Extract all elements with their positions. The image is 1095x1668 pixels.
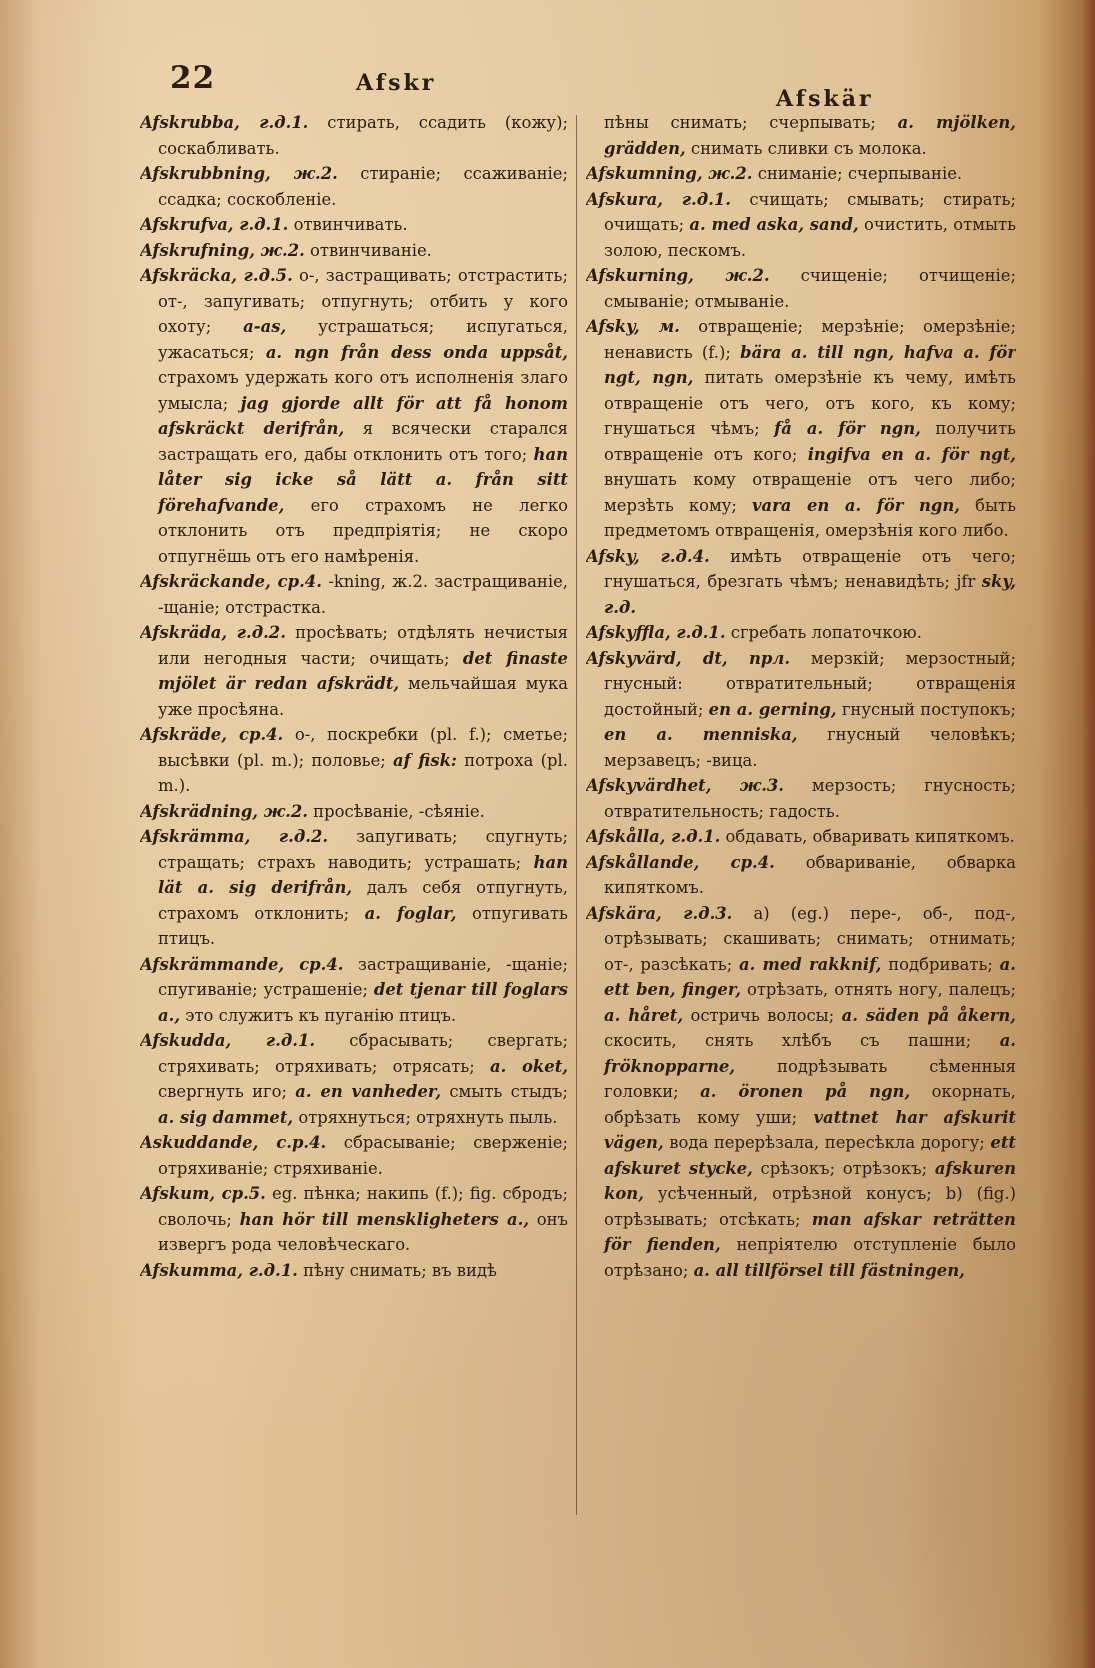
entry-definition: eg. пѣнка; накипь (f.); fig. сбродъ; сволочь; [158,1184,568,1229]
entry-headword: Afsky, г.д.4. [586,546,710,566]
entry-example: han lät a. sig derifrån, [158,852,568,897]
entry-example: a. mjölken, grädden, [604,113,1016,158]
entry-translation: снимать сливки съ молока. [690,138,927,158]
page-edge-shadow [1081,0,1095,1668]
dictionary-entry [586,544,1016,621]
entry-example: a. sig dammet, [158,1107,294,1127]
entry-definition: имѣть отвращеніе отъ чего; гнушаться, брезгать чѣмъ; ненавидѣть; jfr [604,546,1016,591]
entry-example: det finaste mjölet är redan afskrädt, [158,648,568,693]
entry-example: a. oket, [490,1056,568,1076]
dictionary-entry [140,161,568,212]
entry-definition: сниманіе; счерпываніе. [757,164,963,183]
page-number: 22 [170,60,216,96]
dictionary-entry [586,314,1016,544]
column-divider [576,115,577,1515]
entry-headword: Afskräcka, г.д.5. [140,266,293,285]
entry-definition: мерзость; гнусность; отвратительность; гадость. [604,776,1016,821]
entry-headword: Afskumning, ж.2. [586,164,753,183]
entry-definition: счищеніе; отчищеніе; смываніе; отмываніе. [604,266,1016,311]
entry-example: han låter sig icke så lätt a. från sitt förehafvande, [158,444,568,515]
entry-translation: отпугивать птицъ. [158,903,568,948]
entry-headword: Afsky, м. [586,317,680,336]
entry-example: ett afskuret stycke, [604,1133,1016,1178]
entry-translation: страхомъ удержать кого отъ исполненія злаго умысла; [158,368,568,413]
entry-translation: смыть стыдъ; [449,1082,568,1101]
dictionary-entry [140,799,568,825]
dictionary-entry [586,620,1016,646]
entry-definition: о-, поскребки (pl. f.); сметье; высѣвки (pl. m.); половье; [158,725,568,770]
entry-definition: сгребать лопаточкою. [730,623,922,642]
entry-translation: потроха (pl. m.). [158,750,568,795]
entry-example: en a. menniska, [604,725,798,744]
dictionary-entry [140,620,568,722]
dictionary-entry [586,263,1016,314]
entry-example: han hör till menskligheters a., [239,1209,530,1229]
entry-translation: онъ извергъ рода человѣческаго. [158,1209,568,1254]
entry-example: a-as, [243,317,287,336]
entry-example: jag gjorde allt för att få honom afskräckt derifrån, [158,393,568,438]
entry-headword: Afskumma, г.д.1. [140,1260,298,1280]
entry-headword: Afskudda, г.д.1. [140,1031,316,1050]
entry-headword: Afskräckande, ср.4. [140,572,322,591]
dictionary-entry [586,187,1016,264]
entry-headword: Afskålla, г.д.1. [586,827,721,846]
entry-headword: Afskräde, ср.4. [140,725,284,744]
dictionary-entry [586,773,1016,824]
entry-headword: Afskyffla, г.д.1. [586,623,726,642]
entry-translation: питать омерзѣніе къ чему, имѣть отвращеніе отъ чего, отъ кого, къ кому; гнушаться чѣмъ; [604,368,1016,438]
entry-example: a. fröknopparne, [604,1031,1016,1076]
entry-example: a. all tillförsel till fästningen, [693,1260,965,1280]
entry-example: vara en a. för ngn, [751,495,960,515]
left-column [140,110,568,1640]
entry-example: a. med aska, sand, [689,215,859,234]
entry-example: a. öronen på ngn, [700,1082,911,1101]
entry-example: vattnet har afskurit vägen, [604,1107,1016,1152]
entry-headword: Afskrädning, ж.2. [140,801,308,821]
entry-translation: непріятелю отступленіе было отрѣзано; [604,1235,1016,1280]
dictionary-entry [140,952,568,1029]
dictionary-entry [140,1258,568,1284]
entry-example: afskuren kon, [604,1158,1016,1203]
entry-translation: подбривать; [888,954,993,974]
left-running-head: Afskr [356,70,437,96]
entry-definition: обдавать, обваривать кипяткомъ. [725,827,1015,846]
entry-example: a. med rakknif, [738,954,882,974]
entry-translation: остричь волосы; [690,1005,835,1025]
page-header [0,58,1095,112]
entry-translation: вода перерѣзала, пересѣкла дорогу; [669,1133,985,1152]
entry-headword: Afskrufning, ж.2. [140,240,305,260]
entry-definition: мерзкій; мерзостный; гнусный: отвратительный; отвращенія достойный; [604,648,1016,719]
entry-example: man afskar reträtten för fienden, [604,1209,1016,1254]
entry-translation: внушать кому отвращеніе отъ чего либо; мерзѣть кому; [604,470,1016,515]
right-column [586,110,1016,1640]
dictionary-entry [140,1028,568,1130]
entry-definition: обвариваніе, обварка кипяткомъ. [604,852,1016,897]
entry-definition: -kning, ж.2. застращиваніе, -щаніе; отстрастка. [158,572,568,617]
entry-definition: просѣваніе, -сѣяніе. [313,801,485,821]
entry-definition: о-, застращивать; отстрастить; от-, запугивать; отпугнуть; отбить у кого охоту; [158,266,568,336]
entry-example: sky, г.д. [604,572,1016,617]
entry-example: a. ngn från dess onda uppsåt, [265,342,568,362]
entry-headword: Afskrubba, г.д.1. [140,113,309,132]
entry-translation: окорнать, обрѣзать кому уши; [604,1082,1016,1127]
entry-definition: a) (eg.) пере-, об-, под-, отрѣзывать; скашивать; снимать; отнимать; от-, разсѣкать; [604,903,1016,974]
dictionary-entry [140,263,568,569]
entry-headword: Afskära, г.д.3. [586,903,733,923]
entry-headword: Afskrufva, г.д.1. [140,215,289,234]
entry-definition: отвинчивать. [293,215,408,234]
entry-translation: далъ себя отпугнуть, страхомъ отклонить; [158,878,568,923]
entry-definition: отвращеніе; мерзѣніе; омерзѣніе; ненависть (f.); [604,317,1016,362]
entry-headword: Afskräda, г.д.2. [140,623,286,642]
dictionary-entry [586,824,1016,850]
entry-translation: получить отвращеніе отъ кого; [604,419,1016,464]
entry-headword: Afskrubbning, ж.2. [140,164,338,183]
dictionary-entry [140,238,568,264]
entry-translation: устрашаться; испугаться, ужасаться; [158,317,568,362]
entry-translation: отрѣзать, отнять ногу, палецъ; [747,980,1016,999]
entry-example: ingifva en a. för ngt, [807,444,1016,464]
entry-translation: очистить, отмыть золою, пескомъ. [604,215,1016,260]
dictionary-entry [586,110,1016,161]
entry-translation: гнусный поступокъ; [841,699,1016,719]
dictionary-entry [140,569,568,620]
entry-translation: его страхомъ не легко отклонить отъ предпріятія; не скоро отпугнёшь отъ его намѣренія. [158,495,568,566]
dictionary-entry [586,161,1016,187]
dictionary-entry [586,850,1016,901]
entry-definition: стираніе; ссаживаніе; ссадка; соскобленіе. [158,164,568,209]
entry-example: en a. gerning, [708,699,837,719]
entry-translation: мельчайшая мука уже просѣяна. [158,674,568,719]
entry-headword: Afskyvärdhet, ж.3. [586,776,785,795]
dictionary-entry [140,1130,568,1181]
entry-translation: срѣзокъ; отрѣзокъ; [760,1158,928,1178]
entry-definition: сбрасываніе; сверженіе; отряхиваніе; стряхиваніе. [158,1133,568,1178]
dictionary-entry [140,722,568,799]
dictionary-entry [586,646,1016,774]
entry-example: af fisk: [393,750,457,770]
entry-translation: быть предметомъ отвращенія, омерзѣнія кого либо. [604,495,1016,540]
entry-translation: гнусный человѣкъ; мерзавецъ; -вица. [604,725,1016,770]
entry-definition: застращиваніе, -щаніе; спугиваніе; устрашеніе; [158,954,568,999]
entry-headword: Afskyvärd, dt, прл. [586,648,791,668]
entry-example: bära a. till ngn, hafva a. för ngt, ngn, [604,342,1016,387]
right-running-head: Afskär [776,86,874,112]
entry-headword: Afskurning, ж.2. [586,266,770,285]
entry-example: a. ett ben, finger, [604,954,1016,999]
dictionary-entry [586,901,1016,1284]
dictionary-entry [140,824,568,952]
entry-definition: просѣвать; отдѣлять нечистыя или негодныя части; очищать; [158,623,568,668]
entry-example: få a. för ngn, [774,419,921,438]
entry-example: a. en vanheder, [295,1082,442,1101]
entry-translation: подрѣзывать сѣменныя головки; [604,1056,1016,1101]
entry-example: det tjenar till foglars a., [158,980,568,1025]
entry-translation: я всячески старался застращать его, дабы отклонить отъ того; [158,419,568,464]
entry-headword: Afskållande, ср.4. [586,852,775,872]
entry-translation: усѣченный, отрѣзной конусъ; b) (fig.) отрѣзывать; отсѣкать; [604,1184,1016,1229]
entry-headword: Afskrämmande, ср.4. [140,954,344,974]
entry-translation: скосить, снять хлѣбъ съ пашни; [604,1031,972,1050]
entry-example: a. säden på åkern, [841,1005,1016,1025]
dictionary-entry [140,212,568,238]
dictionary-entry [140,1181,568,1258]
entry-translation: это служитъ къ пуганію птицъ. [185,1005,457,1025]
entry-translation: свергнуть иго; [158,1082,287,1101]
entry-definition: запугивать; спугнуть; стращать; страхъ наводить; устрашать; [158,827,568,872]
entry-definition: счищать; смывать; стирать; очищать; [604,189,1016,234]
entry-headword: Askuddande, с.р.4. [140,1133,327,1152]
dictionary-entry [140,110,568,161]
entry-definition: отвинчиваніе. [310,240,432,260]
entry-headword: Afskum, ср.5. [140,1184,266,1203]
entry-headword: Afskura, г.д.1. [586,189,731,209]
entry-example: a. foglar, [364,903,457,923]
entry-example: a. håret, [604,1005,684,1025]
entry-translation: отряхнуться; отряхнуть пыль. [298,1107,558,1127]
entry-definition: сбрасывать; свергать; стряхивать; отряхивать; отрясать; [158,1031,568,1076]
entry-definition: стирать, ссадить (кожу); соскабливать. [158,113,568,158]
entry-headword: Afskrämma, г.д.2. [140,827,329,846]
entry-definition: пѣну снимать; въ видѣ [303,1260,497,1280]
entry-definition: пѣны снимать; счерпывать; [604,113,876,132]
